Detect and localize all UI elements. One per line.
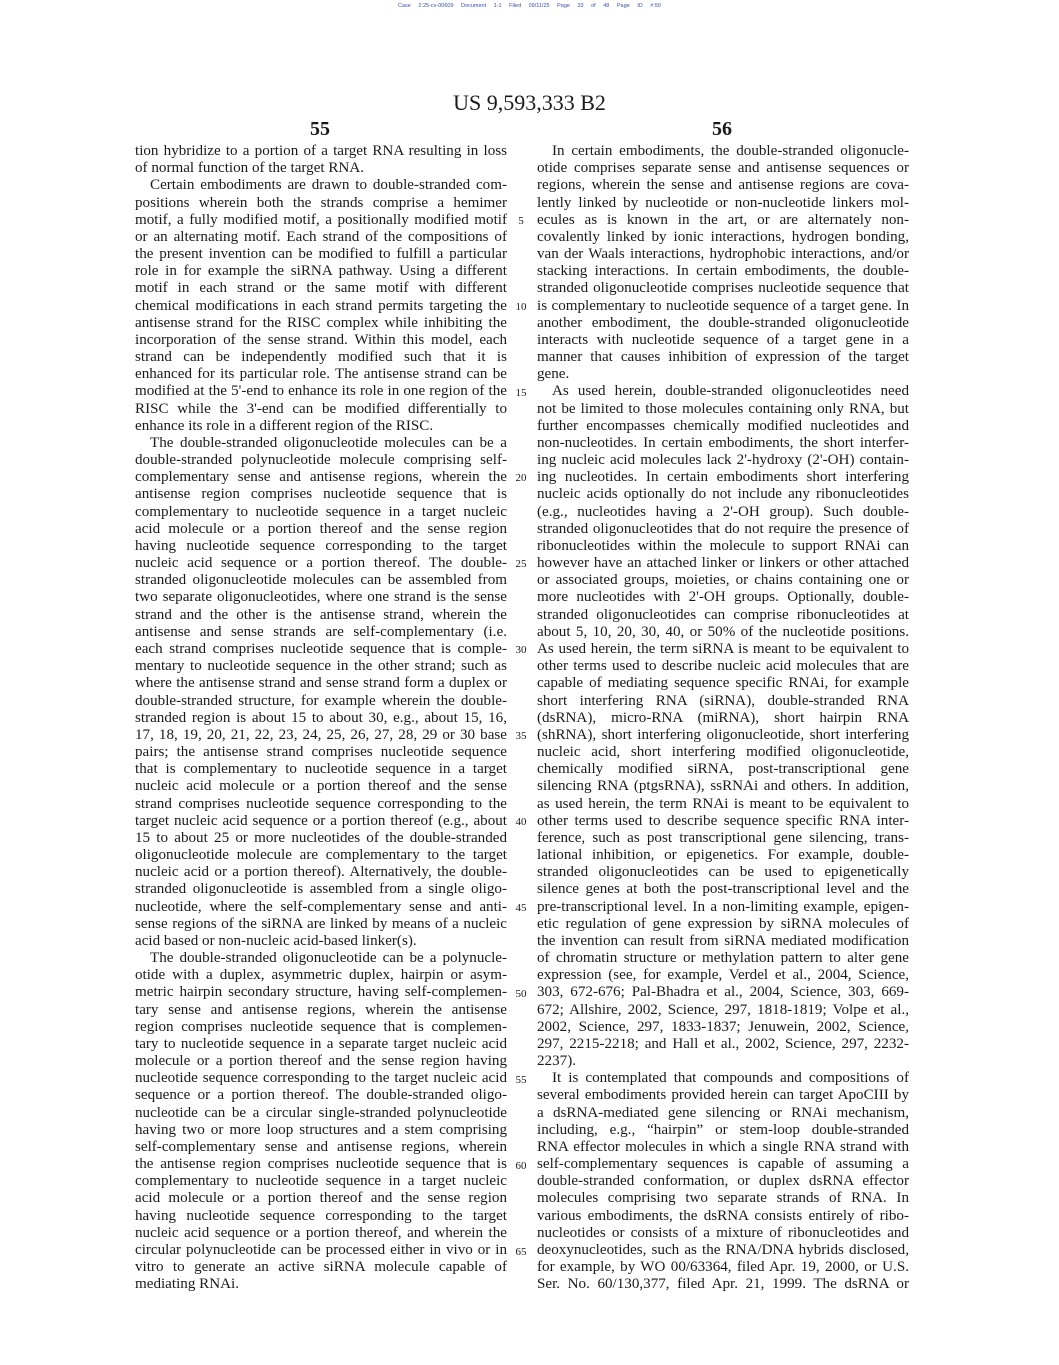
text-line: ribonucleotides within the molecule to support RNAi can <box>537 537 909 554</box>
text-line: nucleic acids optionally do not include any ribonucleotides <box>537 486 909 503</box>
text-line: ing nucleic acid molecules lack 2'-hydroxy (2'-OH) contain- <box>537 452 909 469</box>
text-line: other terms used to describe sequence specific RNA inter- <box>537 812 909 829</box>
text-line: nucleic acid or a portion thereof). Alternatively, the double- <box>135 864 507 881</box>
line-number: 55 <box>515 1073 527 1086</box>
text-line: lational inhibition, or epigenetics. For example, double- <box>537 847 909 864</box>
text-line: tary sense and antisense regions, wherein the antisense <box>135 1001 507 1018</box>
text-line: oligonucleotide molecule are complementary to the target <box>135 847 507 864</box>
paragraph <box>537 383 909 1070</box>
text-line: RNA effector molecules in which a single RNA strand with <box>537 1138 909 1155</box>
text-line: mentary to nucleotide sequence in the other strand; such as <box>135 658 507 675</box>
text-line: stranded oligonucleotides can comprise ribonucleotides at <box>537 606 909 623</box>
text-line: The double-stranded oligonucleotide can be a polynucle- <box>150 950 507 967</box>
paragraph <box>135 177 507 435</box>
text-line: various embodiments, the dsRNA consists entirely of ribo- <box>537 1207 909 1224</box>
text-line: not be limited to those molecules containing only RNA, but <box>537 400 909 417</box>
text-line: manner that causes inhibition of expression of the target <box>537 349 909 366</box>
patent-number: US 9,593,333 B2 <box>453 90 606 115</box>
text-line: complementary to nucleotide sequence in a target nucleic <box>135 1173 507 1190</box>
text-line: sense regions of the siRNA are linked by means of a nucleic <box>135 915 507 932</box>
text-line: circular polynucleotide can be processed either in vivo or in <box>135 1242 507 1258</box>
text-line: otide with a duplex, asymmetric duplex, hairpin or asym- <box>135 967 507 984</box>
text-line: positions wherein both the strands comprise a hemimer <box>135 194 507 211</box>
paragraph <box>135 143 507 177</box>
text-line: having nucleotide sequence corresponding to the target <box>135 1207 507 1224</box>
text-line: acid molecule or a portion thereof and the sense region <box>135 520 507 537</box>
text-line: modified at the 5'-end to enhance its role in one region of the <box>135 383 507 400</box>
text-line: (dsRNA), micro-RNA (miRNA), short hairpin RNA <box>537 709 909 726</box>
text-line: non-nucleotides. In certain embodiments, the short interfer- <box>537 434 909 451</box>
text-line: capable of mediating sequence specific RNAi, for example <box>537 675 909 692</box>
text-line: tary to nucleotide sequence in a separate target nucleic acid <box>135 1035 507 1052</box>
text-line: (e.g., nucleotides having a 2'-OH group). Such double- <box>537 503 909 520</box>
text-line: As used herein, double-stranded oligonucleotides need <box>552 383 909 400</box>
text-line: ference, such as post transcriptional gene silencing, trans- <box>537 829 909 846</box>
text-line: nucleotide, where the self-complementary sense and anti- <box>135 898 507 915</box>
text-line: deoxynucleotides, such as the RNA/DNA hybrids disclosed, <box>537 1242 909 1258</box>
text-line: enhance its role in a different region of the RISC. <box>135 417 434 434</box>
line-number: 15 <box>515 386 527 399</box>
text-line: 2002, Science, 297, 1833-1837; Jenuwein, 2002, Science, <box>537 1018 909 1035</box>
text-line: ecules as is known in the art, or are alternately non- <box>537 211 909 228</box>
text-line: incorporation of the sense strand. Within this model, each <box>135 331 507 348</box>
text-line: double-stranded structure, for example wherein the double- <box>135 692 507 709</box>
text-line: other terms used to describe nucleic acid molecules that are <box>537 658 909 675</box>
text-line: chemically modified siRNA, post-transcriptional gene <box>537 761 909 778</box>
text-line: acid based or non-nucleic acid-based linker(s). <box>135 932 417 949</box>
text-line: stranded oligonucleotides that do not require the presence of <box>537 520 909 537</box>
text-line: having two or more loop structures and a stem comprising <box>135 1121 507 1138</box>
text-line: a dsRNA-mediated gene silencing or RNAi mechanism, <box>537 1104 909 1121</box>
court-filing-stamp: Case 2:25-cv-00609 Document 1-1 Filed 09/11/25 Page 33 of 48 Page ID #:50 <box>398 3 661 9</box>
text-line: short interfering RNA (siRNA), double-stranded RNA <box>537 692 909 709</box>
text-line: strand comprises nucleotide sequence corresponding to the <box>135 795 507 812</box>
text-line: two separate oligonucleotides, where one strand is the sense <box>135 589 507 606</box>
text-line: (shRNA), short interfering oligonucleotide, short interfering <box>537 726 909 743</box>
text-line: double-stranded polynucleotide molecule comprising self- <box>135 452 507 469</box>
text-line: antisense and sense strands are self-complementary (i.e. <box>135 623 507 640</box>
text-line: pairs; the antisense strand comprises nucleotide sequence <box>135 744 507 761</box>
text-line: 15 to about 25 or more nucleotides of the double-stranded <box>135 829 507 846</box>
text-line: In certain embodiments, the double-stranded oligonucle- <box>552 143 909 159</box>
paragraph <box>135 950 507 1293</box>
line-number: 30 <box>515 644 527 657</box>
text-line: double-stranded conformation, or duplex dsRNA effector <box>537 1173 909 1190</box>
text-line: covalently linked by ionic interactions, hydrogen bonding, <box>537 228 909 245</box>
text-line: is complementary to nucleotide sequence of a target gene. In <box>537 297 909 314</box>
text-line: stranded oligonucleotides can be used to epigenetically <box>537 864 909 881</box>
text-line: motif in each strand or the same motif with different <box>135 280 507 297</box>
text-line: of normal function of the target RNA. <box>135 160 365 177</box>
text-line: of chromatin structure or methylation pattern to alter gene <box>537 950 909 967</box>
text-line: complementary sense and antisense regions, wherein the <box>135 469 507 486</box>
paragraph <box>135 435 507 950</box>
text-line: including, e.g., “hairpin” or stem-loop double-stranded <box>537 1121 909 1138</box>
text-line: having nucleotide sequence corresponding to the target <box>135 537 507 554</box>
text-line: self-complementary sense and antisense regions, wherein <box>135 1138 507 1155</box>
text-line: several embodiments provided herein can target ApoCIII by <box>537 1087 909 1104</box>
line-number: 45 <box>515 901 527 914</box>
text-line: nucleotide can be a circular single-stranded polynucleotide <box>135 1104 507 1121</box>
text-line: mediating RNAi. <box>135 1276 239 1293</box>
left-text-column <box>135 143 507 1294</box>
line-number: 65 <box>515 1245 527 1258</box>
paragraph <box>537 143 909 383</box>
text-line: metric hairpin secondary structure, having self-complemen- <box>135 984 507 1001</box>
text-line: It is contemplated that compounds and compositions of <box>552 1070 909 1087</box>
text-line: the present invention can be modified to fulfill a particular <box>135 246 507 263</box>
text-line: further encompasses chemically modified nucleotides and <box>537 417 909 434</box>
text-line: self-complementary sequences is capable of assuming a <box>537 1156 909 1173</box>
text-line: target nucleic acid sequence or a portion thereof (e.g., about <box>135 812 507 829</box>
text-line: each strand comprises nucleotide sequence that is comple- <box>135 640 507 657</box>
text-line: vitro to generate an active siRNA molecule capable of <box>135 1259 507 1276</box>
text-line: another embodiment, the double-stranded oligonucleotide <box>537 314 909 331</box>
text-line: complementary to nucleotide sequence in a target nucleic <box>135 503 507 520</box>
text-line: stacking interactions. In certain embodiments, the double- <box>537 263 909 280</box>
text-line: sequence or a portion thereof. The double-stranded oligo- <box>135 1087 507 1104</box>
text-line: van der Waals interactions, hydrophobic interactions, and/or <box>537 246 909 263</box>
text-line: regions, wherein the sense and antisense regions are cova- <box>537 177 909 194</box>
text-line: Ser. No. 60/130,377, filed Apr. 21, 1999. The dsRNA or <box>537 1276 909 1293</box>
text-line: Certain embodiments are drawn to double-stranded com- <box>150 177 507 194</box>
text-line: 17, 18, 19, 20, 21, 22, 23, 24, 25, 26, 27, 28, 29 or 30 base <box>135 726 507 743</box>
text-line: acid molecule or a portion thereof and the sense region <box>135 1190 507 1207</box>
text-line: pre-transcriptional level. In a non-limiting example, epigen- <box>537 898 909 915</box>
line-number: 10 <box>515 300 527 313</box>
line-number: 5 <box>518 214 524 227</box>
line-number: 50 <box>515 987 527 1000</box>
right-page-number: 56 <box>712 118 732 140</box>
text-line: molecules comprising two separate strands of RNA. In <box>537 1190 909 1207</box>
text-line: about 5, 10, 20, 30, 40, or 50% of the nucleotide positions. <box>537 623 909 640</box>
text-line: 672; Allshire, 2002, Science, 297, 1818-1819; Volpe et al., <box>537 1001 909 1018</box>
text-line: antisense region comprises nucleotide sequence that is <box>135 486 507 503</box>
text-line: enhanced for its particular role. The antisense strand can be <box>135 366 507 383</box>
text-line: region comprises nucleotide sequence that is complemen- <box>135 1018 507 1035</box>
text-line: more nucleotides with 2'-OH groups. Optionally, double- <box>537 589 909 606</box>
text-line: nucleotides or consists of a mixture of ribonucleotides and <box>537 1224 909 1241</box>
text-line: expression (see, for example, Verdel et al., 2004, Science, <box>537 967 909 984</box>
line-number: 60 <box>515 1159 527 1172</box>
text-line: 297, 2215-2218; and Hall et al., 2002, Science, 297, 2232- <box>537 1035 909 1052</box>
text-line: As used herein, the term siRNA is meant to be equivalent to <box>537 640 909 657</box>
text-line: RISC while the 3'-end can be modified differentially to <box>135 400 507 417</box>
text-line: stranded region is about 15 to about 30, e.g., about 15, 16, <box>135 709 507 726</box>
text-line: lently linked by nucleotide or non-nucleotide linkers mol- <box>537 194 909 211</box>
text-line: or associated groups, moieties, or chains containing one or <box>537 572 909 589</box>
text-line: strand and the other is the antisense strand, wherein the <box>135 606 507 623</box>
paragraph <box>537 1070 909 1293</box>
text-line: otide comprises separate sense and antisense sequences or <box>537 160 909 177</box>
text-line: that is complementary to nucleotide sequence in a target <box>135 761 507 778</box>
text-line: molecule or a portion thereof and the sense region having <box>135 1053 507 1070</box>
text-line: motif, a fully modified motif, a positionally modified motif <box>135 211 507 228</box>
text-line: silence genes at both the post-transcriptional level and the <box>537 881 909 898</box>
line-number: 25 <box>515 558 527 571</box>
text-line: interacts with nucleotide sequence of a target gene in a <box>537 331 909 348</box>
line-number: 20 <box>515 472 527 485</box>
text-line: nucleic acid, short interfering modified oligonucleotide, <box>537 744 909 761</box>
text-line: chemical modifications in each strand permits targeting the <box>135 297 507 314</box>
text-line: stranded oligonucleotide molecules can be assembled from <box>135 572 507 589</box>
text-line: stranded oligonucleotide comprises nucleotide sequence that <box>537 280 909 297</box>
right-text-column <box>537 143 909 1294</box>
text-line: antisense strand for the RISC complex while inhibiting the <box>135 314 507 331</box>
text-line: for example, by WO 00/63364, filed Apr. 19, 2000, or U.S. <box>537 1259 909 1276</box>
text-line: nucleic acid sequence or a portion thereof, and wherein the <box>135 1224 507 1241</box>
text-line: etic regulation of gene expression by siRNA molecules of <box>537 915 909 932</box>
text-line: stranded oligonucleotide is assembled from a single oligo- <box>135 881 507 898</box>
text-line: nucleic acid molecule or a portion thereof and the sense <box>135 778 507 795</box>
text-line: tion hybridize to a portion of a target RNA resulting in loss <box>135 143 507 159</box>
text-line: role in for example the siRNA pathway. Using a different <box>135 263 507 280</box>
line-number: 35 <box>515 730 527 743</box>
left-page-number: 55 <box>310 118 330 140</box>
text-line: however have an attached linker or linkers or other attached <box>537 555 909 572</box>
text-line: ing nucleotides. In certain embodiments short interfering <box>537 469 909 486</box>
text-line: nucleotide sequence corresponding to the target nucleic acid <box>135 1070 507 1087</box>
text-line: 2237). <box>537 1053 576 1070</box>
text-line: the antisense region comprises nucleotide sequence that is <box>135 1156 507 1173</box>
text-line: strand can be independently modified such that it is <box>135 349 507 366</box>
text-line: gene. <box>537 366 570 383</box>
text-line: where the antisense strand and sense strand form a duplex or <box>135 675 507 692</box>
text-line: 303, 672-676; Pal-Bhadra et al., 2004, Science, 303, 669- <box>537 984 909 1001</box>
text-line: silencing RNA (ptgsRNA), ssRNAi and others. In addition, <box>537 778 909 795</box>
text-line: the invention can result from siRNA mediated modification <box>537 932 909 949</box>
text-line: as used herein, the term RNAi is meant to be equivalent to <box>537 795 909 812</box>
line-number: 40 <box>515 816 527 829</box>
text-line: The double-stranded oligonucleotide molecules can be a <box>150 434 507 451</box>
text-line: or an alternating motif. Each strand of the compositions of <box>135 228 507 245</box>
text-line: nucleic acid sequence or a portion thereof. The double- <box>135 555 507 572</box>
